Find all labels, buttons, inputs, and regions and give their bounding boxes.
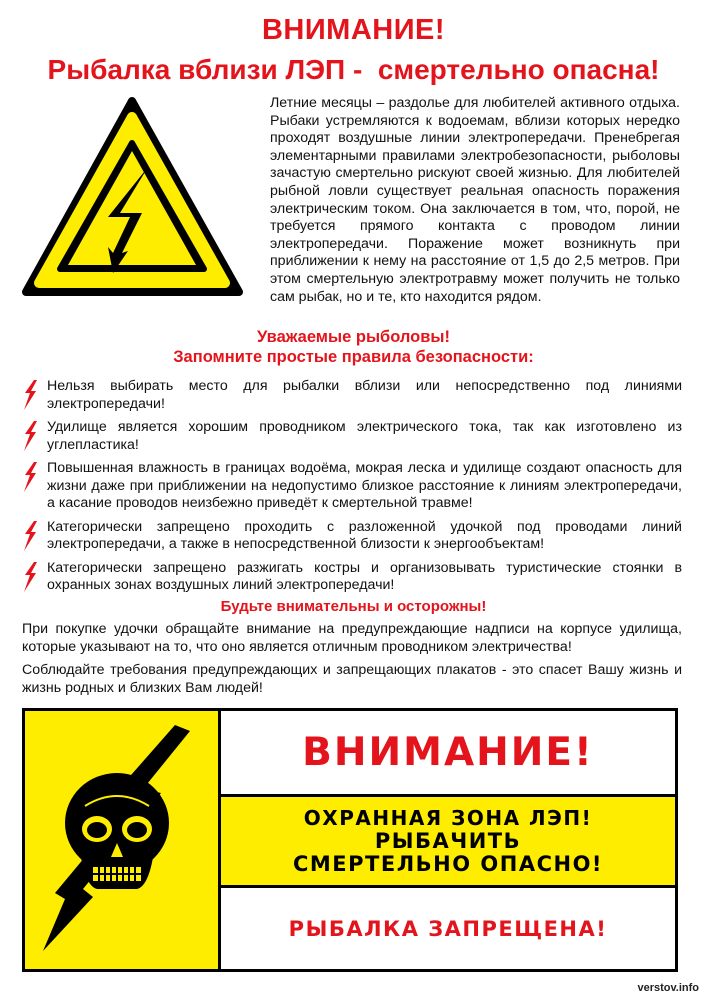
- warning-sign: [22, 708, 678, 972]
- rule-item: [22, 419, 682, 454]
- rule-text: Категорически запрещено проходить с разложенной удочкой под проводами линий электропередачи, а также в непосредственной близости к энергообъектам!: [47, 518, 682, 552]
- rule-item: [22, 560, 682, 595]
- poster-paragraph: Соблюдайте требования предупреждающих и запрещающих плакатов - это спасет Вашу жизнь и жизнь родных и близких Вам людей!: [22, 662, 682, 696]
- sign-attention: ВНИМАНИЕ!: [221, 711, 675, 794]
- lightning-bolt-icon: [22, 421, 38, 451]
- skull-panel: [25, 711, 218, 969]
- rule-text: Удилище является хорошим проводником электрического тока, так как изготовлено из углепластика!: [47, 419, 682, 453]
- rule-text: Категорически запрещено разжигать костры и организовывать туристические стоянки в охранных зонах воздушных линий электропередачи!: [47, 559, 682, 593]
- sign-deadly: СМЕРТЕЛЬНО ОПАСНО!: [293, 851, 603, 876]
- source-watermark: verstov.info: [637, 982, 699, 994]
- rule-text: Повышенная влажность в границах водоёма, мокрая леска и удилище создают опасность для жизни даже при приближении на недопустимо близкое расстояние к линиям электропередачи, а касание проводов неизбежно приведёт к смертельной травме!: [47, 460, 682, 511]
- lightning-bolt-icon: [22, 521, 38, 551]
- rules-list: [22, 378, 682, 601]
- rule-item: [22, 519, 682, 554]
- sign-forbidden: РЫБАЛКА ЗАПРЕЩЕНА!: [221, 888, 675, 969]
- intro-paragraph: Летние месяцы – раздолье для любителей активного отдыха. Рыбаки устремляются к водоемам, вблизи которых нередко проходят воздушные линии электропередачи. Пренебрегая элементарными правилами электробезопасности, рыболовы зачастую смертельно рискуют своей жизнью. Для любителей рыбной ловли существует реальная опасность поражения электрическим током. Она заключается в том, что, порой, не требуется прямого контакта с проводом линии электропередачи. Поражение может возникнуть при приближении к нему на расстояние от 1,5 до 2,5 метров. При этом смертельную электротравму может получить не только сам рыбак, но и те, кто находится рядом.: [270, 95, 680, 305]
- sign-zone-panel: [221, 797, 675, 885]
- page-subtitle: Рыбалка вблизи ЛЭП - смертельно опасна!: [47, 54, 660, 85]
- skull-icon: [25, 711, 218, 969]
- lightning-bolt-icon: [22, 380, 38, 410]
- sign-fish: РЫБАЧИТЬ: [374, 828, 522, 853]
- careful-heading: Будьте внимательны и осторожны!: [220, 598, 487, 615]
- fishing-rod-paragraph: При покупке удочки обращайте внимание на предупреждающие надписи на корпусе удилища, которые указывают на то, что оно является отличным проводником электричества!: [22, 621, 682, 655]
- rules-heading: Запомните простые правила безопасности:: [173, 348, 534, 366]
- page-title: ВНИМАНИЕ!: [261, 14, 446, 46]
- lightning-bolt-icon: [22, 462, 38, 492]
- sign-zone: ОХРАННАЯ ЗОНА ЛЭП!: [303, 805, 593, 830]
- high-voltage-warning-icon: [20, 95, 245, 300]
- greeting-heading: Уважаемые рыболовы!: [257, 328, 450, 346]
- rule-text: Нельзя выбирать место для рыбалки вблизи или непосредственно под линиями электропередачи!: [47, 378, 682, 412]
- lightning-bolt-icon: [22, 562, 38, 592]
- rule-item: [22, 460, 682, 513]
- rule-item: [22, 378, 682, 413]
- text-panels: [221, 711, 675, 969]
